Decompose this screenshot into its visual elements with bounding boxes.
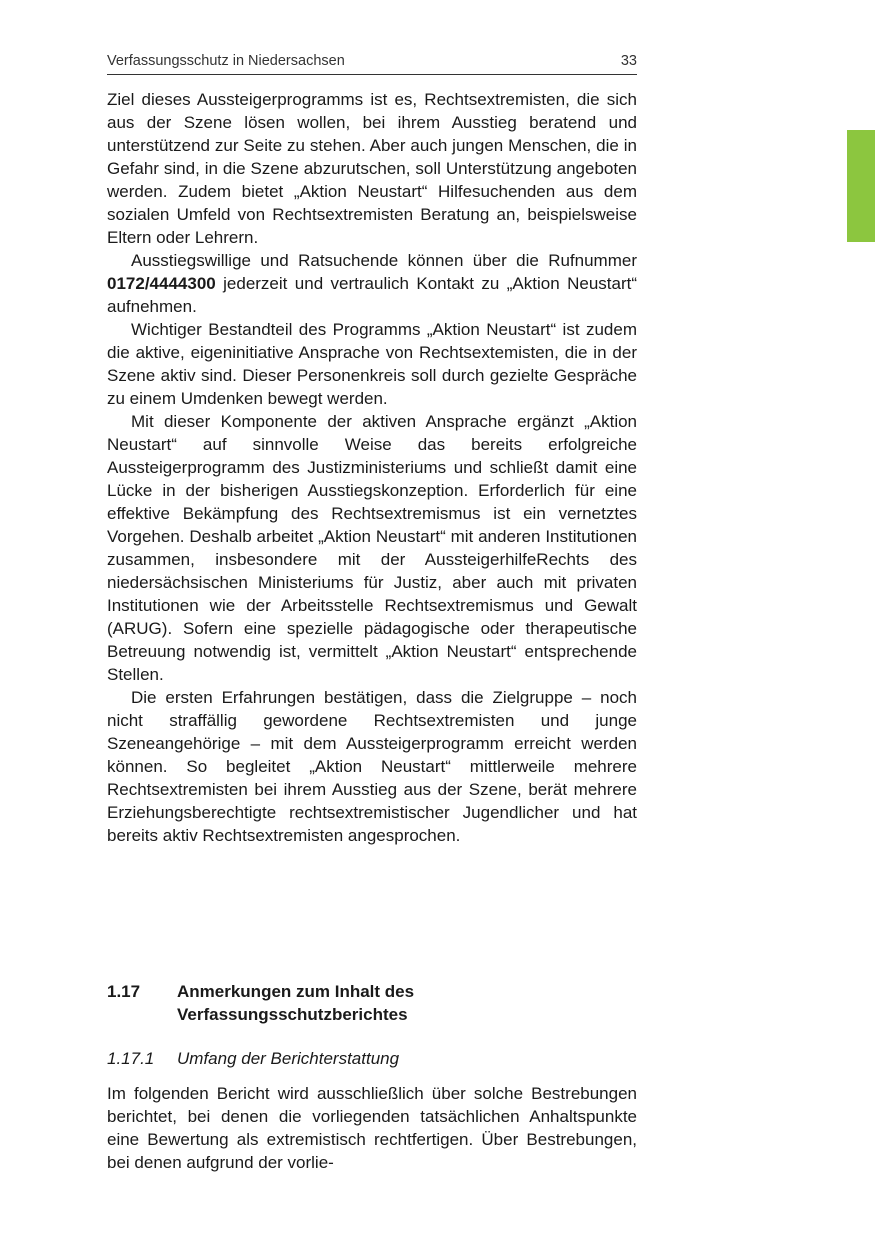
paragraph-contact-text-before: Ausstiegswillige und Ratsuchende können über die Rufnummer: [131, 251, 637, 270]
section-number: 1.17: [107, 982, 141, 1001]
paragraph-aussteigerprogramm-goal: Ziel dieses Aussteigerprogramms ist es, Rechtsextremisten, die sich aus der Szene lösen wollen, bei ihrem Ausstieg beratend und unterstützend zur Seite zu stehen. Aber auch jungen Menschen, die in Gefahr sind, in die Szene abzurutschen, soll Unterstützung angeboten werden. Zudem bietet „Aktion Neustart“ Hilfesuchenden aus dem sozialen Umfeld von Rechtsextremisten Beratung an, beispielsweise Eltern oder Lehrern.: [107, 90, 637, 247]
body-text: [107, 88, 637, 847]
paragraph-contact-text-after: jederzeit und vertraulich Kontakt zu „Aktion Neustart“ aufnehmen.: [107, 274, 637, 316]
paragraph-network-cooperation: Mit dieser Komponente der aktiven Ansprache ergänzt „Aktion Neustart“ auf sinnvolle Weise das bereits erfolgreiche Aussteigerprogramm des Justizministeriums und schließt damit eine Lücke in der bisherigen Ausstiegskonzeption. Erforderlich für eine effektive Bekämpfung des Rechtsextremismus ist ein vernetztes Vorgehen. Deshalb arbeitet „Aktion Neustart“ mit anderen Institutionen zusammen, insbesondere mit der AussteigerhilfeRechts des niedersächsischen Ministeriums für Justiz, aber auch mit privaten Institutionen wie der Arbeitsstelle Rechtsextremismus und Gewalt (ARUG). Sofern eine spezielle pädagogische oder therapeutische Betreuung notwendig ist, vermittelt „Aktion Neustart“ entsprechende Stellen.: [107, 412, 637, 684]
running-header-title: Verfassungsschutz in Niedersachsen: [107, 53, 345, 69]
chapter-tab-marker: [847, 130, 875, 242]
paragraph-reporting-scope: Im folgenden Bericht wird ausschließlich über solche Bestrebungen berichtet, bei denen die vorliegenden tatsächlichen Anhaltspunkte eine Bewertung als extremistisch rechtfertigen. Über Bestrebungen, bei denen aufgrund der vorlie-: [107, 1084, 637, 1172]
section-heading: [107, 980, 637, 1026]
paragraph-first-experiences: Die ersten Erfahrungen bestätigen, dass die Zielgruppe – noch nicht straffällig gewordene Rechtsextremisten und junge Szeneangehörige – mit dem Aussteigerprogramm erreicht werden können. So begleitet „Aktion Neustart“ mittlerweile mehrere Rechtsextremisten bei ihrem Ausstieg aus der Szene, berät mehrere Erziehungsberechtigte rechtsextremistischer Jugendlicher und hat bereits aktiv Rechtsextremisten angesprochen.: [107, 688, 637, 845]
subsection-title: Umfang der Berichterstattung: [177, 1049, 400, 1068]
page-number: 33: [620, 53, 637, 69]
subsection-number: 1.17.1: [107, 1049, 155, 1068]
section-title: Anmerkungen zum Inhalt des Verfassungsschutzberichtes: [177, 982, 415, 1024]
running-header: [107, 50, 637, 75]
closing-text: [107, 1082, 637, 1174]
subsection-heading: [107, 1047, 637, 1070]
hotline-phone-number: 0172/4444300: [107, 274, 216, 293]
paragraph-active-outreach: Wichtiger Bestandteil des Programms „Aktion Neustart“ ist zudem die aktive, eigeninitiative Ansprache von Rechtsextemisten, die in der Szene aktiv sind. Dieser Personenkreis soll durch gezielte Gespräche zu einem Umdenken bewegt werden.: [107, 320, 637, 408]
paragraph-contact-hotline: [107, 249, 637, 318]
